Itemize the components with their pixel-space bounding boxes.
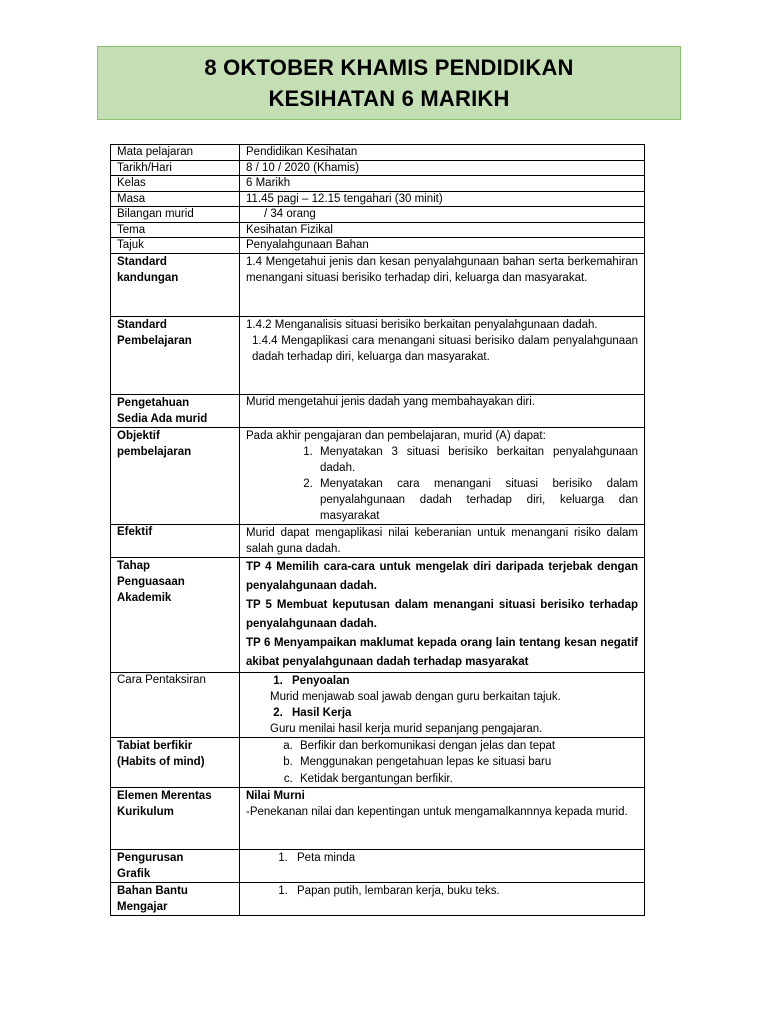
value-bilangan: / 34 orang — [264, 208, 316, 220]
title-line-1: 8 OKTOBER KHAMIS PENDIDIKAN — [204, 55, 574, 80]
label-emk-2: Kurikulum — [117, 806, 174, 818]
label-tahap-2: Penguasaan — [117, 575, 185, 588]
table-row — [111, 238, 645, 254]
bahan-list — [246, 883, 638, 899]
label-efektif: Efektif — [111, 524, 240, 557]
label-grafik-1: Pengurusan — [117, 852, 184, 864]
pentaksiran-list-1 — [246, 673, 638, 689]
table-row — [111, 160, 645, 176]
tabiat-list — [246, 738, 638, 788]
value-mata-pelajaran: Pendidikan Kesihatan — [240, 145, 645, 161]
label-emk-1: Elemen Merentas — [117, 790, 212, 802]
grafik-item: 1. Peta minda — [291, 850, 638, 866]
tp-5: TP 5 Membuat keputusan dalam menangani situasi berisiko terhadap penyalahgunaan dadah. — [246, 598, 638, 630]
label-bahan-1: Bahan Bantu — [117, 885, 188, 897]
table-row — [111, 253, 645, 316]
table-row — [111, 145, 645, 161]
table-row — [111, 394, 645, 427]
title-line-2: KESIHATAN 6 MARIKH — [268, 86, 510, 111]
label-tarikh: Tarikh/Hari — [111, 160, 240, 176]
table-row — [111, 176, 645, 192]
label-mata-pelajaran: Mata pelajaran — [111, 145, 240, 161]
label-standard-kandungan-2: kandungan — [117, 271, 179, 284]
value-pengetahuan: Murid mengetahui jenis dadah yang membahayakan diri. — [240, 394, 645, 427]
objektif-item-1: 1. Menyatakan 3 situasi berisiko berkaitan penyalahgunaan dadah. — [316, 444, 638, 476]
table-row — [111, 524, 645, 557]
sp-item-2: 1.4.4 Mengaplikasi cara menangani situasi berisiko dalam penyalahgunaan dadah terhadap diri, keluarga dan masyarakat. — [252, 334, 638, 363]
label-bilangan: Bilangan murid — [111, 207, 240, 223]
label-standard-pembelajaran-1: Standard — [117, 318, 167, 331]
emk-heading: Nilai Murni — [246, 790, 305, 802]
label-pengetahuan-2: Sedia Ada murid — [117, 412, 208, 425]
label-grafik-2: Grafik — [117, 868, 151, 880]
pentaksiran-heading-1: 1. Penyoalan — [286, 673, 638, 689]
label-tahap-1: Tahap — [117, 559, 151, 572]
pentaksiran-desc-1: Murid menjawab soal jawab dengan guru berkaitan tajuk. — [270, 690, 561, 703]
grafik-list — [246, 850, 638, 866]
pentaksiran-list-2 — [246, 705, 638, 721]
label-tahap-3: Akademik — [117, 591, 172, 604]
table-row — [111, 672, 645, 737]
pentaksiran-desc-2: Guru menilai hasil kerja murid sepanjang pengajaran. — [270, 722, 543, 735]
tp-4: TP 4 Memilih cara-cara untuk mengelak diri daripada terjebak dengan penyalahgunaan dadah. — [246, 560, 638, 592]
table-row — [111, 316, 645, 394]
lesson-plan-table — [110, 144, 645, 916]
value-tajuk: Penyalahgunaan Bahan — [240, 238, 645, 254]
label-objektif-2: pembelajaran — [117, 445, 192, 458]
table-row — [111, 737, 645, 788]
value-kelas: 6 Marikh — [240, 176, 645, 192]
label-tabiat-2: (Habits of mind) — [117, 755, 205, 768]
sp-item-1: 1.4.2 Menganalisis situasi berisiko berkaitan penyalahgunaan dadah. — [246, 318, 598, 331]
table-row — [111, 427, 645, 524]
label-standard-pembelajaran-2: Pembelajaran — [117, 334, 192, 347]
objektif-item-2: 2. Menyatakan cara menangani situasi berisiko dalam penyalahgunaan dadah terhadap diri, keluarga dan masyarakat — [316, 476, 638, 524]
label-tabiat-1: Tabiat berfikir — [117, 739, 193, 752]
table-row — [111, 557, 645, 672]
table-row — [111, 207, 645, 223]
label-bahan-2: Mengajar — [117, 901, 168, 913]
table-row — [111, 850, 645, 883]
label-pentaksiran: Cara Pentaksiran — [111, 672, 240, 737]
label-pengetahuan-1: Pengetahuan — [117, 396, 190, 409]
value-tarikh: 8 / 10 / 2020 (Khamis) — [240, 160, 645, 176]
table-row — [111, 788, 645, 850]
objektif-intro: Pada akhir pengajaran dan pembelajaran, murid (A) dapat: — [246, 429, 546, 442]
tp-6: TP 6 Menyampaikan maklumat kepada orang lain tentang kesan negatif akibat penyalahgunaan dadah terhadap masyarakat — [246, 636, 638, 668]
table-row — [111, 222, 645, 238]
table-row — [111, 883, 645, 916]
label-masa: Masa — [111, 191, 240, 207]
bahan-item: 1. Papan putih, lembaran kerja, buku teks. — [291, 883, 638, 899]
title-banner — [97, 46, 681, 120]
label-tema: Tema — [111, 222, 240, 238]
tabiat-item-b: b. Menggunakan pengetahuan lepas ke situasi baru — [296, 754, 638, 771]
tabiat-item-c: c. Ketidak bergantungan berfikir. — [296, 771, 638, 788]
value-masa: 11.45 pagi – 12.15 tengahari (30 minit) — [240, 191, 645, 207]
tabiat-item-a: a. Berfikir dan berkomunikasi dengan jelas dan tepat — [296, 738, 638, 755]
pentaksiran-heading-2: 2. Hasil Kerja — [286, 705, 638, 721]
value-standard-kandungan: 1.4 Mengetahui jenis dan kesan penyalahgunaan bahan serta berkemahiran menangani situasi berisiko terhadap diri, keluarga dan masyarakat. — [246, 255, 638, 284]
label-tajuk: Tajuk — [111, 238, 240, 254]
value-efektif: Murid dapat mengaplikasi nilai keberanian untuk menangani risiko dalam salah guna dadah. — [246, 526, 638, 555]
label-kelas: Kelas — [111, 176, 240, 192]
label-standard-kandungan-1: Standard — [117, 255, 167, 268]
value-tema: Kesihatan Fizikal — [240, 222, 645, 238]
table-row — [111, 191, 645, 207]
objektif-list — [246, 444, 638, 524]
label-objektif-1: Objektif — [117, 429, 160, 442]
emk-value: -Penekanan nilai dan kepentingan untuk mengamalkannnya kepada murid. — [246, 806, 628, 818]
